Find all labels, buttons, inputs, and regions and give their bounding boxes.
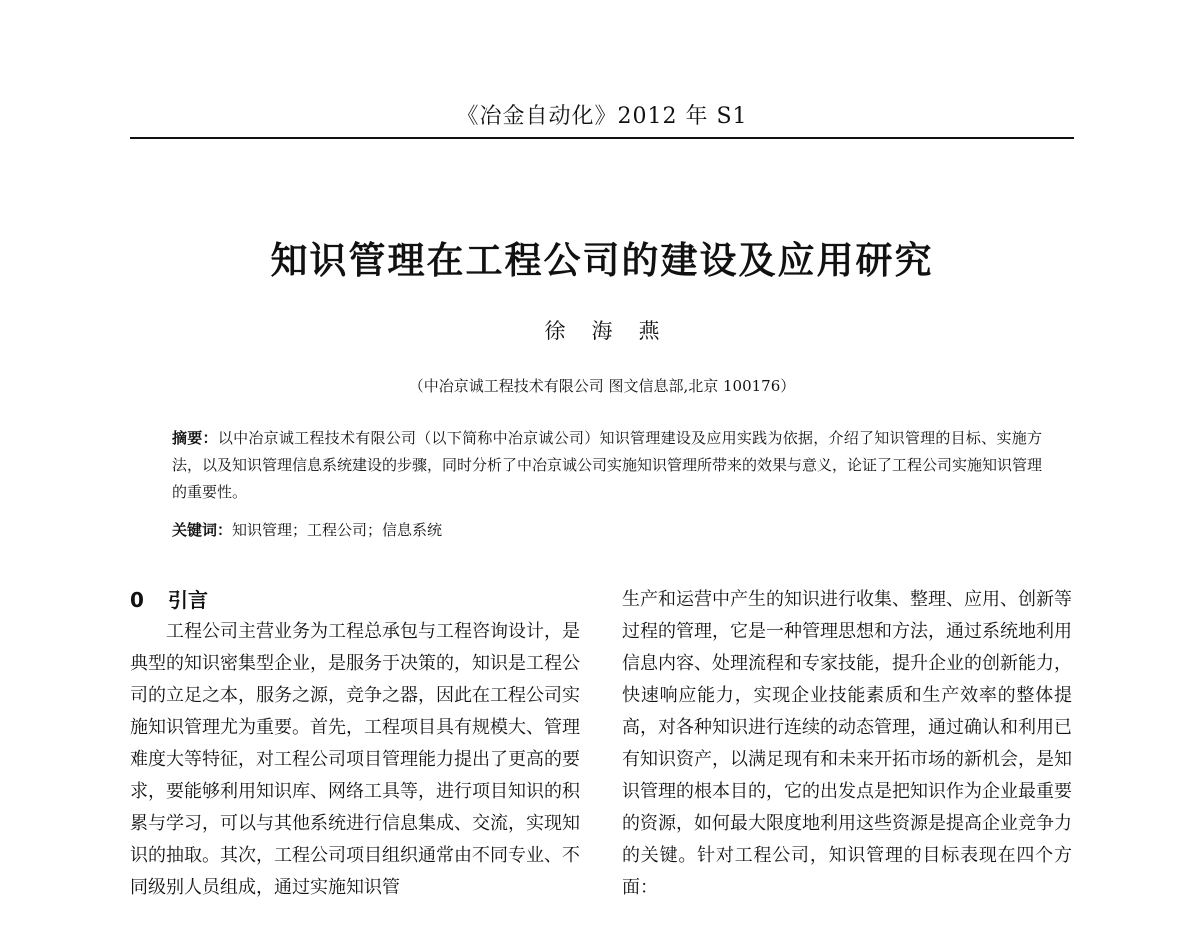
section-heading (130, 584, 580, 616)
keywords-label: 关键词： (172, 521, 233, 539)
paper-title: 知识管理在工程公司的建设及应用研究 (270, 239, 934, 282)
left-column (130, 584, 580, 904)
right-column-paragraph: 生产和运营中产生的知识进行收集、整理、应用、创新等过程的管理，它是一种管理思想和方法，通过系统地利用信息内容、处理流程和专家技能，提升企业的创新能力，快速响应能力，实现企业技能素质和生产效率的整体提高，对各种知识进行连续的动态管理，通过确认和利用已有知识资产，以满足现有和未来开拓市场的新机会，是知识管理的根本目的，它的出发点是把知识作为企业最重要的资源，如何最大限度地利用这些资源是提高企业竞争力的关键。针对工程公司，知识管理的目标表现在四个方面： (622, 589, 1072, 898)
keywords (172, 517, 1042, 544)
intro-paragraph: 工程公司主营业务为工程总承包与工程咨询设计，是典型的知识密集型企业，是服务于决策的，知识是工程公司的立足之本，服务之源，竞争之器，因此在工程公司实施知识管理尤为重要。首先，工程项目具有规模大、管理难度大等特征，对工程公司项目管理能力提出了更高的要求，要能够利用知识库、网络工具等，进行项目知识的积累与学习，可以与其他系统进行信息集成、交流，实现知识的抽取。其次，工程公司项目组织通常由不同专业、不同级别人员组成，通过实施知识管 (130, 621, 580, 898)
section-number: 0 (130, 588, 144, 612)
right-column (622, 584, 1072, 904)
abstract-text: 以中冶京诚工程技术有限公司（以下简称中冶京诚公司）知识管理建设及应用实践为依据，介绍了知识管理的目标、实施方法，以及知识管理信息系统建设的步骤，同时分析了中冶京诚公司实施知识管理所带来的效果与意义，论证了工程公司实施知识管理的重要性。 (172, 429, 1043, 501)
abstract-label: 摘要： (172, 429, 218, 447)
section-title: 引言 (168, 588, 208, 612)
journal-header: 《冶金自动化》2012 年 S1 (456, 104, 748, 129)
header-rule (130, 137, 1074, 139)
abstract (172, 425, 1042, 506)
keywords-text: 知识管理；工程公司；信息系统 (232, 521, 443, 539)
author-affiliation: （中冶京诚工程技术有限公司 图文信息部,北京 100176） (408, 377, 796, 395)
author-name: 徐海燕 (544, 319, 686, 343)
